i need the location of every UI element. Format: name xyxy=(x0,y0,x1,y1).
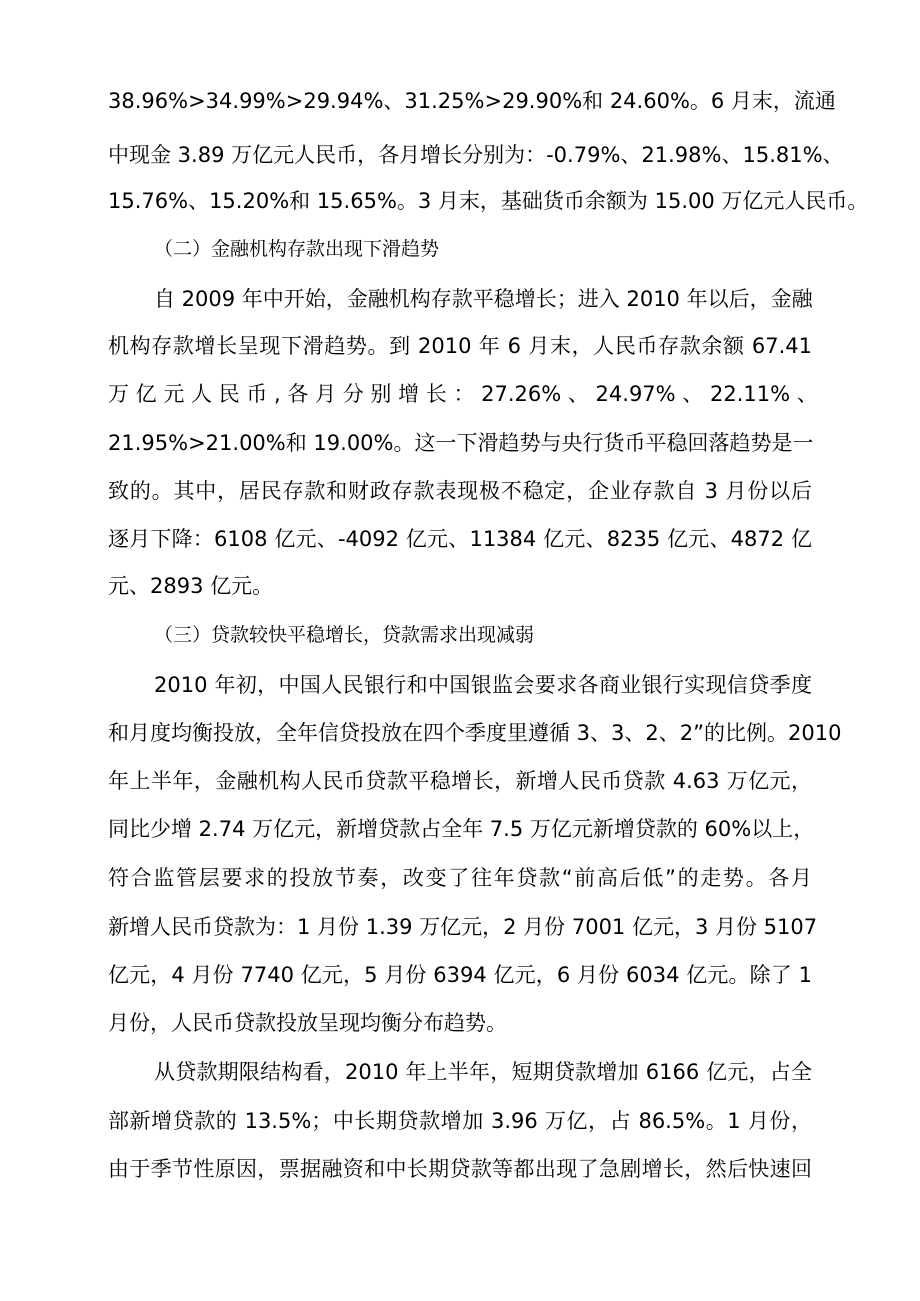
paragraph-line: 21.95%>21.00%和 19.00%。这一下滑趋势与央行货币平稳回落趋势是一 xyxy=(108,431,814,455)
paragraph-line: 逐月下降：6108 亿元、-4092 亿元、11384 亿元、8235 亿元、4872 亿 xyxy=(108,527,812,551)
paragraph-line: 部新增贷款的 13.5%；中长期贷款增加 3.96 万亿，占 86.5%。1 月份， xyxy=(108,1109,812,1133)
section-heading: （二）金融机构存款出现下滑趋势 xyxy=(154,238,440,260)
paragraph-line: 中现金 3.89 万亿元人民币，各月增长分别为：-0.79%、21.98%、15.81%、 xyxy=(108,143,844,167)
paragraph-line: 元、2893 亿元。 xyxy=(108,574,274,598)
paragraph-line: 符合监管层要求的投放节奏，改变了往年贷款“前高后低”的走势。各月 xyxy=(108,866,812,890)
section-heading: （三）贷款较快平稳增长，贷款需求出现减弱 xyxy=(154,624,535,646)
paragraph-line: 月份，人民币贷款投放呈现均衡分布趋势。 xyxy=(108,1011,507,1035)
paragraph-line: 新增人民币贷款为：1 月份 1.39 万亿元，2 月份 7001 亿元，3 月份 5107 xyxy=(108,915,818,939)
paragraph-line: 由于季节性原因，票据融资和中长期贷款等都出现了急剧增长，然后快速回 xyxy=(108,1157,812,1181)
paragraph-line: 38.96%>34.99%>29.94%、31.25%>29.90%和 24.60%。6 月末，流通 xyxy=(108,89,836,113)
paragraph-line: 和月度均衡投放，全年信贷投放在四个季度里遵循 3、3、2、2”的比例。2010 xyxy=(108,721,842,745)
paragraph-line: 万 亿 元 人 民 币 , 各 月 分 别 增 长 ： 27.26% 、 24.97% 、 22.11% 、 xyxy=(108,382,818,406)
paragraph-line: 致的。其中，居民存款和财政存款表现极不稳定，企业存款自 3 月份以后 xyxy=(108,479,812,503)
paragraph-line: 自 2009 年中开始，金融机构存款平稳增长；进入 2010 年以后，金融 xyxy=(154,287,813,311)
paragraph-line: 15.76%、15.20%和 15.65%。3 月末，基础货币余额为 15.00 万亿元人民币。 xyxy=(108,189,869,213)
paragraph-line: 2010 年初，中国人民银行和中国银监会要求各商业银行实现信贷季度 xyxy=(154,673,812,697)
paragraph-line: 年上半年，金融机构人民币贷款平稳增长，新增人民币贷款 4.63 万亿元， xyxy=(108,769,812,793)
paragraph-line: 机构存款增长呈现下滑趋势。到 2010 年 6 月末，人民币存款余额 67.41 xyxy=(108,334,812,358)
paragraph-line: 亿元，4 月份 7740 亿元，5 月份 6394 亿元，6 月份 6034 亿元。除了 1 xyxy=(108,963,812,987)
paragraph-line: 从贷款期限结构看，2010 年上半年，短期贷款增加 6166 亿元，占全 xyxy=(154,1060,812,1084)
paragraph-line: 同比少增 2.74 万亿元，新增贷款占全年 7.5 万亿元新增贷款的 60%以上， xyxy=(108,817,815,841)
